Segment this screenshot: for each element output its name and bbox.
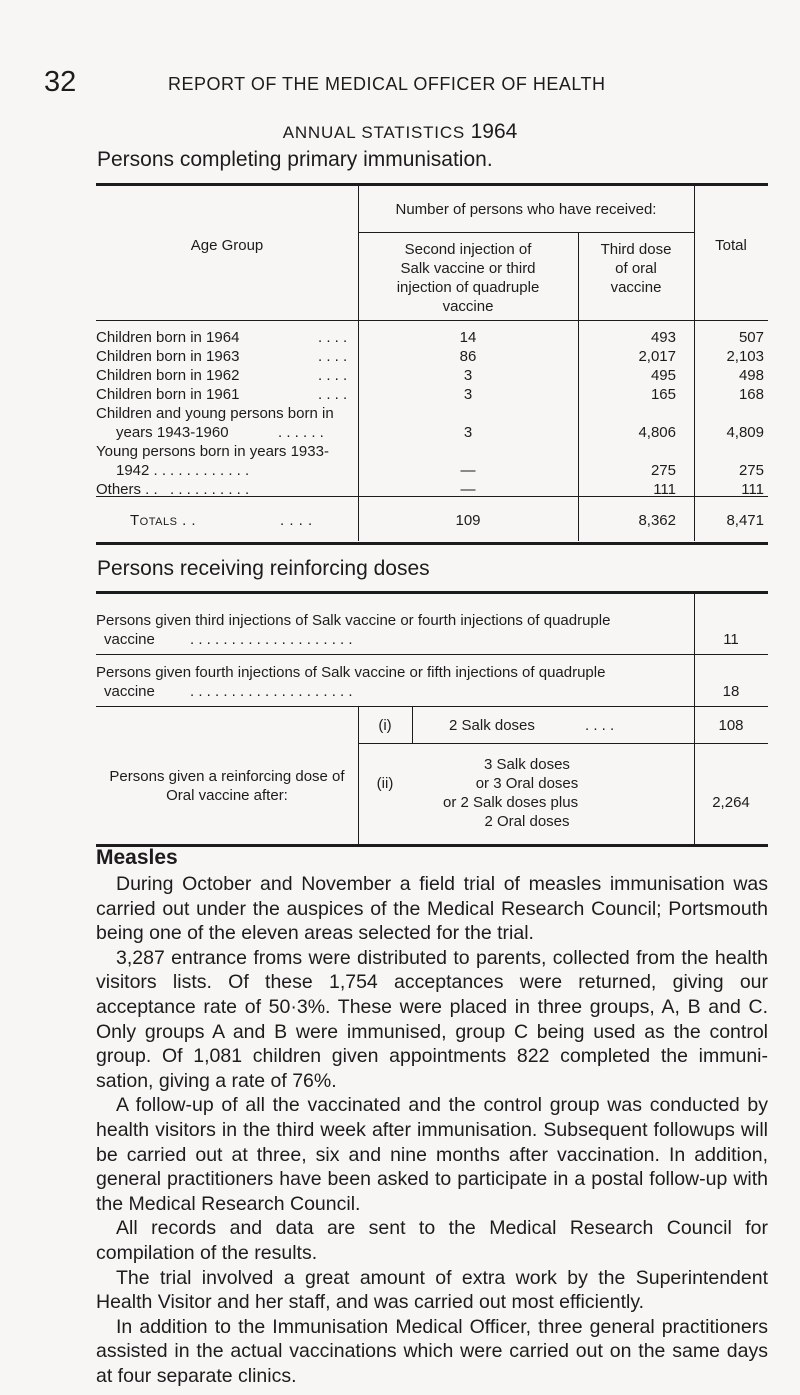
salk-cell: 14 bbox=[459, 329, 477, 346]
row-rule-2 bbox=[96, 706, 768, 707]
salk-cell: 3 bbox=[463, 367, 473, 384]
paragraph: During October and November a field trial of measles immunisation was carried out under the auspices of the Medical Research Council; Portsmouth being one of the eleven areas selected for the trial. bbox=[96, 873, 768, 945]
fourth-injections-label: Persons given fourth injections of Salk vaccine or fifth injections of quadruple vaccine . . . . . . . . . . . . . . . . . . . . bbox=[96, 664, 606, 700]
running-title: REPORT OF THE MEDICAL OFFICER OF HEALTH bbox=[168, 74, 606, 94]
measles-heading: Measles bbox=[96, 846, 178, 869]
col-group-header: Number of persons who have received: bbox=[395, 201, 657, 218]
table-row: Children and young persons born in years 1943-1960 . . . . . . bbox=[96, 405, 334, 441]
sub-i-marker: (i) bbox=[378, 717, 392, 734]
col-age-group: Age Group bbox=[190, 237, 264, 254]
table-row: Children born in 1964 . . . . bbox=[96, 329, 348, 346]
total-cell: 168 bbox=[738, 386, 764, 403]
fourth-injections-value: 18 bbox=[722, 683, 740, 700]
sub-i-value: 108 bbox=[718, 717, 744, 734]
paragraph: The trial involved a great amount of extra work by the Superintendent Health Visitor and her staff, and was carried out most efficiently. bbox=[96, 1266, 768, 1314]
table-row: Children born in 1962 . . . . bbox=[96, 367, 348, 384]
table-bottom-rule bbox=[96, 542, 768, 545]
total-cell: 275 bbox=[738, 462, 764, 479]
oral-cell: 111 bbox=[653, 481, 676, 498]
total-cell: 2,103 bbox=[726, 348, 764, 365]
reinforcing-table-title: Persons receiving reinforcing doses bbox=[97, 557, 430, 580]
table-top-rule bbox=[96, 591, 768, 594]
row-rule-3 bbox=[358, 743, 768, 744]
col-salk-header: Second injection of Salk vaccine or third injection of quadruple vaccine bbox=[396, 241, 540, 315]
salk-cell: 86 bbox=[459, 348, 477, 365]
oral-cell: 165 bbox=[650, 386, 676, 403]
table-bottom-rule bbox=[96, 844, 768, 847]
page-number: 32 bbox=[44, 66, 77, 98]
oral-cell: 495 bbox=[650, 367, 676, 384]
totals-total: 8,471 bbox=[726, 512, 764, 529]
oral-reinforcing-label: Persons given a reinforcing dose of Oral vaccine after: bbox=[109, 768, 345, 804]
table-row: Others . . . . . . . . . . . . bbox=[96, 481, 250, 498]
measles-body bbox=[96, 872, 768, 1388]
group-header-rule bbox=[358, 232, 694, 233]
annual-statistics-year: 1964 bbox=[470, 120, 518, 143]
paragraph: A follow-up of all the vaccinated and the control group was conducted by health visitors in the third week after immunisation. Subsequent followups will be carried out at three, six and nine months after vaccination. In addition, general practitioners have been asked to participate in a postal follow-up with the Medical Research Council. bbox=[96, 1094, 768, 1215]
annual-statistics-label: ANNUAL STATISTICS bbox=[282, 123, 466, 142]
total-cell: 111 bbox=[741, 481, 764, 498]
totals-row: Totals . . . . . . bbox=[130, 512, 313, 529]
table-row: Young persons born in years 1933- 1942 . . . . . . . . . . . . bbox=[96, 443, 329, 479]
sub-ii-text: 3 Salk doses or 3 Oral doses or 2 Salk doses plus 2 Oral doses bbox=[443, 756, 579, 830]
sub-ii-marker: (ii) bbox=[376, 775, 394, 792]
oral-cell: 4,806 bbox=[638, 424, 676, 441]
sub-ii-value: 2,264 bbox=[712, 794, 750, 811]
table-vline-marker bbox=[412, 707, 413, 743]
oral-cell: 2,017 bbox=[638, 348, 676, 365]
table-top-rule bbox=[96, 183, 768, 186]
col-oral-header: Third dose of oral vaccine bbox=[600, 241, 672, 296]
paragraph: In addition to the Immunisation Medical Officer, three general practitioners assisted in the actual vaccinations which were carried out on the same days at four separate clinics. bbox=[96, 1315, 768, 1387]
salk-cell: 3 bbox=[463, 386, 473, 403]
table-row: Children born in 1961 . . . . bbox=[96, 386, 348, 403]
salk-cell: — bbox=[460, 481, 476, 498]
col-total: Total bbox=[715, 237, 747, 254]
oral-cell: 275 bbox=[650, 462, 676, 479]
table-row: Children born in 1963 . . . . bbox=[96, 348, 348, 365]
annual-statistics-heading bbox=[0, 120, 800, 144]
primary-table-title: Persons completing primary immunisation. bbox=[97, 148, 493, 171]
sub-i-text: 2 Salk doses . . . . bbox=[449, 717, 615, 734]
paragraph: 3,287 entrance froms were distributed to parents, collected from the health visitors lists. Of these 1,754 acceptances were returned, giving our acceptance rate of 50·3%. These were placed in three groups, A, B and C. Only groups A and B were immunised, group C being used as the control group. Of 1,081 children given appointments 822 completed the immunisation, giving a rate of 76%. bbox=[96, 946, 768, 1092]
paragraph: All records and data are sent to the Medical Research Council for compilation of the results. bbox=[96, 1217, 768, 1264]
total-cell: 507 bbox=[738, 329, 764, 346]
total-cell: 4,809 bbox=[726, 424, 764, 441]
salk-cell: — bbox=[460, 462, 476, 479]
totals-salk: 109 bbox=[455, 512, 481, 529]
third-injections-label: Persons given third injections of Salk vaccine or fourth injections of quadruple vaccine . . . . . . . . . . . . . . . . . . . . bbox=[96, 612, 611, 648]
header-bottom-rule bbox=[96, 320, 768, 321]
third-injections-value: 11 bbox=[723, 631, 739, 648]
totals-oral: 8,362 bbox=[638, 512, 676, 529]
total-cell: 498 bbox=[738, 367, 764, 384]
row-rule-1 bbox=[96, 654, 768, 655]
oral-cell: 493 bbox=[650, 329, 676, 346]
salk-cell: 3 bbox=[463, 424, 473, 441]
